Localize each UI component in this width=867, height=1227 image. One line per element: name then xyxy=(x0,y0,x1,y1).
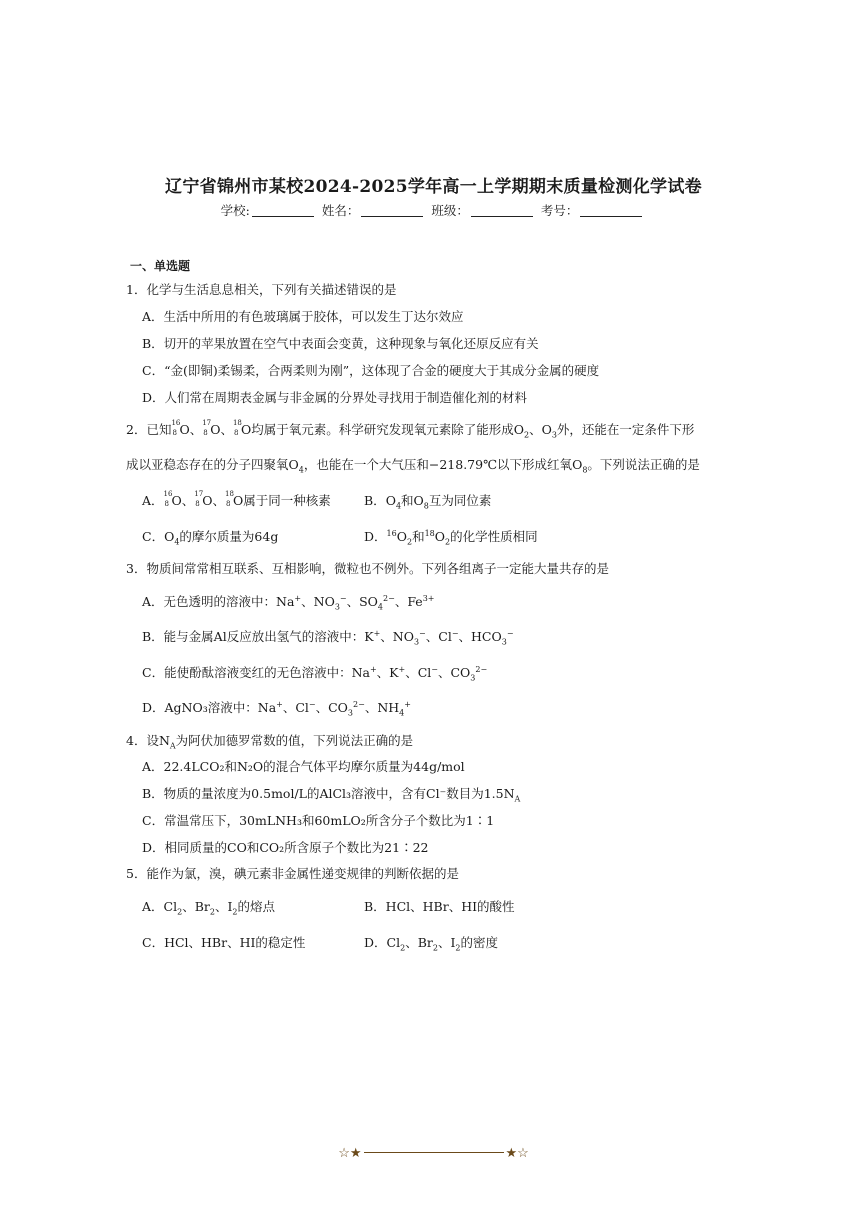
q5-stem: 5．能作为氯，溴，碘元素非金属性递变规律的判断依据的是 xyxy=(126,866,459,881)
class-field[interactable] xyxy=(471,204,533,217)
q5-option-c: C．HCl、HBr、HI的稳定性 xyxy=(142,935,306,950)
q1-option-c: C．“金(即铜)柔锡柔，合两柔则为刚”，这体现了合金的硬度大于其成分金属的硬度 xyxy=(142,363,600,378)
school-field[interactable] xyxy=(252,204,314,217)
exam-no-label: 考号： xyxy=(540,203,579,218)
exam-no-field[interactable] xyxy=(580,204,642,217)
q4-stem: 4．设$N_A$为阿伏加德罗常数的值，下列说法正确的是 xyxy=(126,733,414,751)
q3-option-a: A．无色透明的溶液中：Na+、$NO_3^-$、$SO_4^{2-}$、$Fe^{3+}$ xyxy=(142,593,435,612)
q2-option-a: A． 16 8 O、 17 8 O、 18 8 O属于同一种核素 xyxy=(142,490,331,508)
q4-option-d: D．相同质量的CO和CO₂所含原子个数比为21∶22 xyxy=(142,840,429,855)
star-icon: ☆★ xyxy=(338,1146,362,1161)
name-label: 姓名： xyxy=(321,203,360,218)
q2-option-d: D．$^{16}O_2$和$^{18}O_2$的化学性质相同 xyxy=(364,528,538,547)
footer-divider xyxy=(364,1152,504,1153)
section-title: 一、单选题 xyxy=(130,259,191,273)
q3-stem: 3．物质间常常相互联系、互相影响，微粒也不例外。下列各组离子一定能大量共存的是 xyxy=(126,561,609,576)
q2-stem-line2: 成以亚稳态存在的分子四聚氧$O_4$，也能在一个大气压和−218.79℃以下形成红氧$O_8$。下列说法正确的是 xyxy=(126,457,700,475)
q2-option-b: B．$O_4$和$O_8$互为同位素 xyxy=(364,493,492,511)
student-info-line xyxy=(0,201,867,219)
school-label: 学校: xyxy=(220,203,250,218)
page-title: 辽宁省锦州市某校2024-2025学年高一上学期期末质量检测化学试卷 xyxy=(165,177,702,197)
q1-option-b: B．切开的苹果放置在空气中表面会变黄，这种现象与氧化还原反应有关 xyxy=(142,336,539,351)
q4-option-a: A．22.4LCO₂和N₂O的混合气体平均摩尔质量为44g/mol xyxy=(142,759,465,774)
q5-option-b: B．HCl、HBr、HI的酸性 xyxy=(364,899,515,914)
q5-option-a: A．$Cl_2$、$Br_2$、$I_2$的熔点 xyxy=(142,899,276,917)
q4-option-b: B．物质的量浓度为0.5mol/L的AlCl₃溶液中，含有Cl⁻数目为$1.5N_A$ xyxy=(142,786,521,804)
q1-stem: 1．化学与生活息息相关，下列有关描述错误的是 xyxy=(126,282,397,297)
q5-option-d: D．$Cl_2$、$Br_2$、$I_2$的密度 xyxy=(364,935,499,953)
q3-option-b: B．能与金属Al反应放出氢气的溶液中：K+、$NO_3^-$、Cl−、$HCO_3^-$ xyxy=(142,628,514,647)
q2-stem-line1: 2．已知 16 8 O、 17 8 O、 18 8 O均属于氧元素。科学研究发现氧元素除了能形成$O_2$、$O_3$外，还能在一定条件下形 xyxy=(126,419,695,440)
page-footer-ornament xyxy=(0,1146,867,1161)
q3-option-d: D．AgNO₃溶液中：Na+、Cl−、$CO_3^{2-}$、$NH_4^+$ xyxy=(142,699,411,718)
class-label: 班级： xyxy=(431,203,469,218)
star-icon: ★☆ xyxy=(505,1146,529,1161)
q4-option-c: C．常温常压下，30mLNH₃和60mLO₂所含分子个数比为1∶1 xyxy=(142,813,495,828)
name-field[interactable] xyxy=(361,204,423,217)
q3-option-c: C．能使酚酞溶液变红的无色溶液中：Na+、K+、Cl−、$CO_3^{2-}$ xyxy=(142,664,488,683)
q1-option-a: A．生活中所用的有色玻璃属于胶体，可以发生丁达尔效应 xyxy=(142,309,464,324)
q1-option-d: D．人们常在周期表金属与非金属的分界处寻找用于制造催化剂的材料 xyxy=(142,390,528,405)
q2-option-c: C．$O_4$的摩尔质量为64g xyxy=(142,529,279,547)
